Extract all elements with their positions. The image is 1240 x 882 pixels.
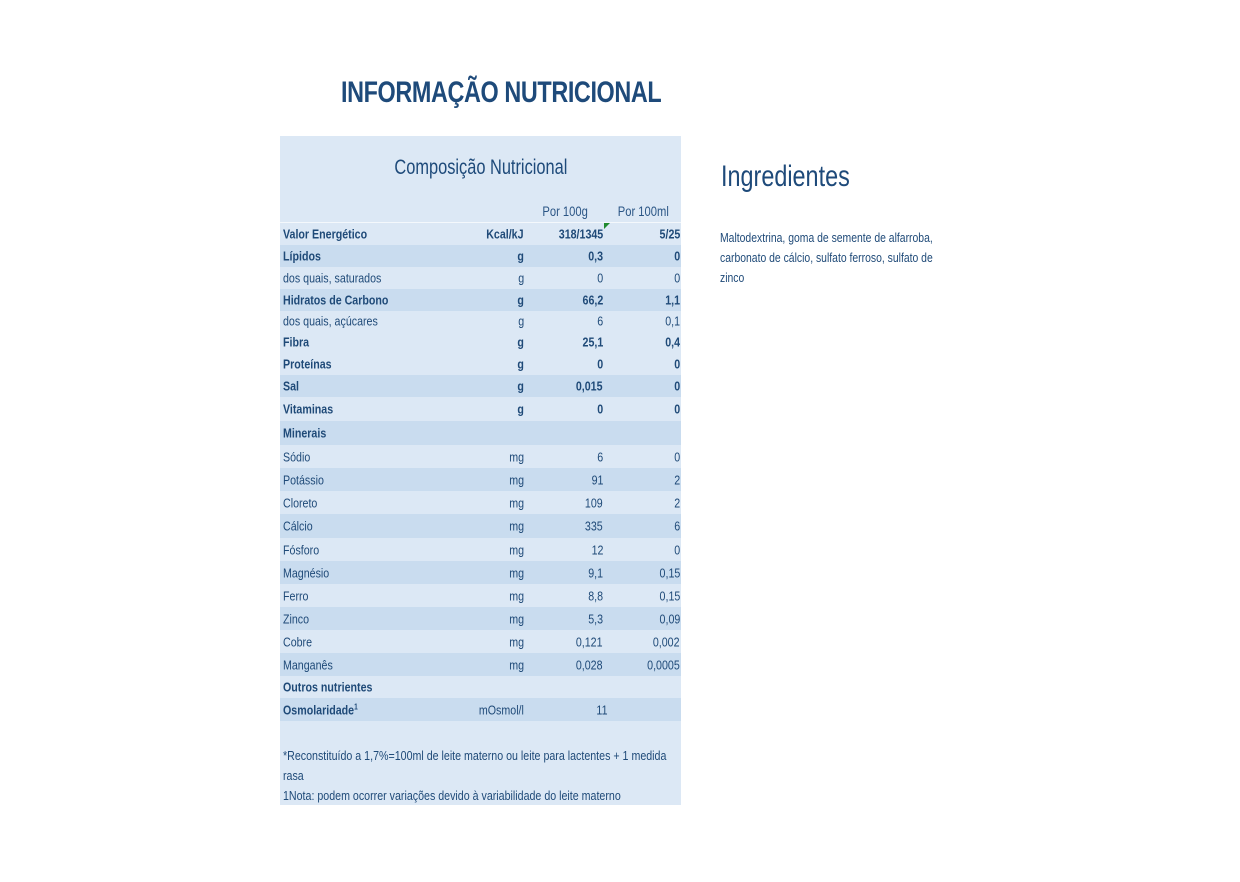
table-row-magnesio (280, 561, 681, 584)
row-value-per-100g: 25,1 (582, 334, 603, 350)
row-value-per-100ml: 0,15 (659, 565, 680, 580)
row-value-per-100g: 0 (597, 356, 603, 372)
column-header-per-100ml: Por 100ml (617, 203, 669, 219)
row-value-per-100ml: 2 (674, 472, 680, 487)
row-unit: mg (509, 518, 524, 534)
table-row-vitaminas (280, 397, 681, 421)
row-value-per-100ml: 6 (674, 518, 680, 534)
row-value-per-100ml: 0,09 (659, 611, 680, 626)
row-value-per-100ml: 5/25 (659, 226, 680, 242)
nutrition-table-panel (280, 136, 681, 805)
row-unit: mg (509, 542, 524, 557)
row-name: Fósforo (283, 542, 320, 557)
row-unit: mg (509, 634, 524, 649)
ingredients-title: Ingredientes (721, 160, 850, 193)
row-value-per-100g: 6 (597, 449, 603, 464)
table-row-sodio (280, 445, 681, 468)
table-row-manganes (280, 653, 681, 676)
table-row-lipidos (280, 245, 681, 267)
row-name: Sódio (283, 449, 311, 464)
table-row-fibra (280, 331, 681, 353)
table-title: Composição Nutricional (394, 156, 567, 179)
row-value-per-100ml: 0,0005 (647, 657, 680, 672)
row-value-per-100ml: 1,1 (665, 292, 680, 308)
row-name: Fibra (283, 334, 310, 350)
row-value-per-100ml: 0 (674, 248, 680, 264)
row-value-per-100g: 5,3 (588, 611, 603, 626)
table-row-sal (280, 375, 681, 397)
row-value-per-100ml: 0,002 (653, 634, 680, 649)
row-value-per-100g: 91 (591, 472, 603, 487)
row-value-per-100ml: 0 (674, 449, 680, 464)
row-value-per-100g: 8,8 (588, 588, 603, 603)
row-name: Zinco (283, 611, 310, 626)
row-value-per-100g: 11 (595, 702, 607, 717)
footnote-marker: 1 (354, 701, 358, 711)
table-row-fosforo (280, 538, 681, 561)
row-value-per-100g: 0,121 (576, 634, 603, 649)
table-row-saturados (280, 267, 681, 289)
row-name: Lípidos (283, 248, 321, 264)
row-unit: mg (509, 657, 524, 672)
row-unit: g (517, 248, 524, 264)
row-unit: mg (509, 588, 524, 603)
table-row-acucares (280, 311, 681, 331)
page-title: INFORMAÇÃO NUTRICIONAL (341, 76, 662, 109)
row-name: Cloreto (283, 495, 318, 510)
row-unit: mg (509, 449, 524, 464)
row-unit: mg (509, 495, 524, 510)
row-name: Proteínas (283, 356, 332, 372)
row-value-per-100g: 318/1345 (558, 226, 603, 242)
row-unit: g (517, 292, 524, 308)
row-unit: mOsmol/l (478, 702, 524, 717)
row-unit: mg (509, 472, 524, 487)
row-unit: mg (509, 565, 524, 580)
table-row-calcio (280, 514, 681, 538)
table-row-outros-nutrientes-section (280, 676, 681, 698)
row-value-per-100g: 0 (597, 270, 603, 286)
row-value-per-100g: 0,015 (576, 378, 603, 394)
table-row-cloreto (280, 491, 681, 514)
row-unit: g (517, 356, 524, 372)
row-value-per-100ml: 0 (674, 378, 680, 394)
row-value-per-100ml: 0,4 (665, 334, 680, 350)
footnote-note: 1Nota: podem ocorrer variações devido à variabilidade do leite materno (283, 788, 621, 803)
row-name: Valor Energético (283, 226, 368, 242)
row-value-per-100g: 109 (585, 495, 603, 510)
row-unit: g (518, 313, 524, 329)
table-row-ferro (280, 584, 681, 607)
ingredients-text: Maltodextrina, goma de semente de alfarroba, carbonato de cálcio, sulfato ferroso, sulfato de zinco (720, 230, 933, 285)
table-row-minerais-section (280, 421, 681, 445)
row-unit: g (518, 270, 524, 286)
row-value-per-100g: 12 (591, 542, 603, 557)
row-name: Potássio (283, 472, 324, 487)
row-value-per-100g: 9,1 (588, 565, 603, 580)
nutrition-rows (280, 222, 681, 721)
row-value-per-100g: 0 (597, 401, 603, 417)
row-name: Cobre (283, 634, 313, 649)
row-name: dos quais, saturados (283, 270, 382, 286)
row-value-per-100ml: 0 (674, 542, 680, 557)
row-name: dos quais, açúcares (283, 313, 378, 329)
table-row-osmolaridade (280, 698, 681, 721)
table-row-hidratos (280, 289, 681, 311)
row-value-per-100ml: 0,1 (665, 313, 680, 329)
row-name: Magnésio (283, 565, 330, 580)
row-value-per-100g: 0,028 (576, 657, 603, 672)
table-footnotes (283, 746, 678, 806)
row-value-per-100ml: 0 (674, 270, 680, 286)
row-name: Osmolaridade$^1$ (283, 701, 358, 718)
footnote-reconstitution: *Reconstituído a 1,7%=100ml de leite materno ou leite para lactentes + 1 medida rasa (283, 748, 667, 783)
row-name: Sal (283, 378, 300, 394)
row-unit: Kcal/kJ (486, 226, 524, 242)
row-name: Cálcio (283, 518, 313, 534)
row-value-per-100g: 6 (597, 313, 603, 329)
row-name: Ferro (283, 588, 309, 603)
table-row-zinco (280, 607, 681, 630)
row-value-per-100g: 335 (585, 518, 603, 534)
row-unit: mg (509, 611, 524, 626)
column-header-per-100g: Por 100g (542, 203, 588, 219)
row-value-per-100ml: 0,15 (659, 588, 680, 603)
row-unit: g (517, 334, 524, 350)
row-value-per-100g: 0,3 (588, 248, 603, 264)
row-name: Hidratos de Carbono (283, 292, 389, 308)
table-row-cobre (280, 630, 681, 653)
row-value-per-100ml: 0 (674, 401, 680, 417)
section-label: Minerais (283, 425, 327, 441)
row-unit: g (517, 378, 524, 394)
row-value-per-100ml: 0 (674, 356, 680, 372)
section-label: Outros nutrientes (283, 679, 373, 695)
table-row-potassio (280, 468, 681, 491)
table-row-valor-energetico (280, 223, 681, 245)
row-value-per-100g: 66,2 (582, 292, 603, 308)
row-name: Vitaminas (283, 401, 334, 417)
row-value-per-100ml: 2 (674, 495, 680, 510)
row-name: Manganês (283, 657, 333, 672)
table-row-proteinas (280, 353, 681, 375)
row-unit: g (517, 401, 524, 417)
